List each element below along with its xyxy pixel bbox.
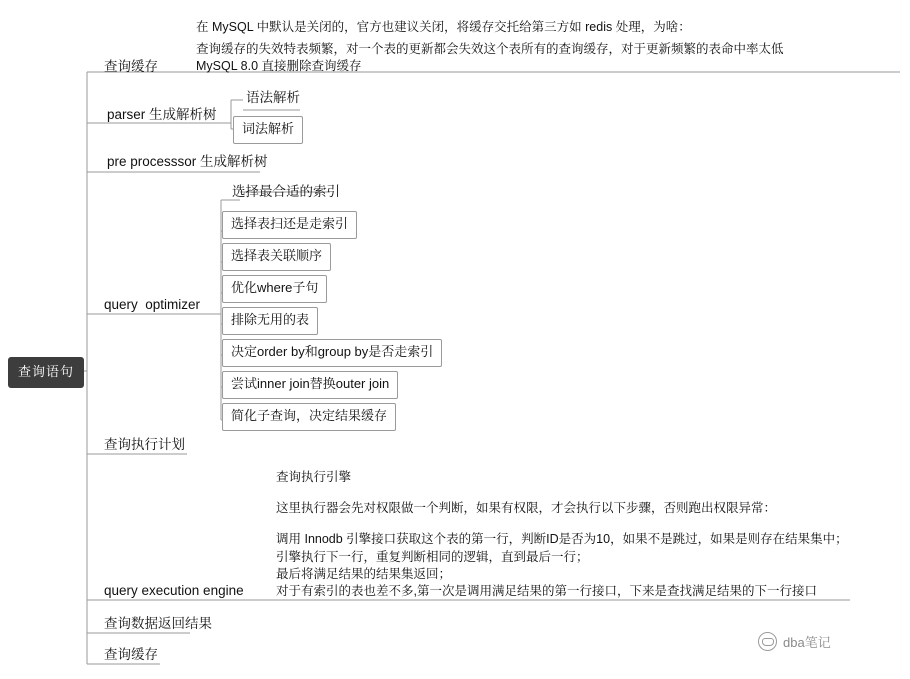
branch-label-query-execution-engine[interactable]: query execution engine bbox=[104, 583, 244, 598]
leaf-opt-order-group-index[interactable]: 决定order by和group by是否走索引 bbox=[222, 339, 442, 367]
branch-label-query-result-return[interactable]: 查询数据返回结果 bbox=[104, 616, 212, 631]
branch-label-query-optimizer[interactable]: query optimizer bbox=[104, 297, 201, 312]
leaf-opt-join-order[interactable]: 选择表关联顺序 bbox=[222, 243, 331, 271]
leaf-opt-remove-tables[interactable]: 排除无用的表 bbox=[222, 307, 318, 335]
leaf-lexical-parse[interactable]: 词法解析 bbox=[233, 116, 303, 144]
leaf-opt-scan-or-index[interactable]: 选择表扫还是走索引 bbox=[222, 211, 357, 239]
note-engine-line-1: 查询执行引擎 bbox=[276, 470, 352, 484]
watermark-text: dba笔记 bbox=[783, 635, 831, 650]
leaf-opt-inner-outer-join[interactable]: 尝试inner join替换outer join bbox=[222, 371, 398, 399]
branch-label-query-cache-top[interactable]: 查询缓存 bbox=[104, 59, 158, 74]
note-engine-line-7: 最后将满足结果的结果集返回； bbox=[276, 567, 452, 581]
leaf-opt-subquery-cache[interactable]: 简化子查询，决定结果缓存 bbox=[222, 403, 396, 431]
note-engine-line-6: 引擎执行下一行，重复判断相同的逻辑，直到最后一行； bbox=[276, 550, 589, 564]
leaf-opt-where-clause[interactable]: 优化where子句 bbox=[222, 275, 327, 303]
note-query-cache-line-2: 查询缓存的失效特表频繁，对一个表的更新都会失效这个表所有的查询缓存，对于更新频繁的表命中率太低 bbox=[196, 42, 784, 56]
note-engine-line-8: 对于有索引的表也差不多,第一次是调用满足结果的第一行接口，下来是查找满足结果的下一行接口 bbox=[276, 584, 817, 598]
root-node[interactable]: 查询语句 bbox=[8, 357, 84, 388]
branch-label-query-cache-bottom[interactable]: 查询缓存 bbox=[104, 647, 158, 662]
note-query-cache-line-3: MySQL 8.0 直接删除查询缓存 bbox=[196, 59, 362, 73]
branch-label-pre-processor[interactable]: pre processsor 生成解析树 bbox=[107, 154, 268, 169]
note-engine-line-3: 这里执行器会先对权限做一个判断，如果有权限，才会执行以下步骤，否则跑出权限异常： bbox=[276, 501, 777, 515]
wechat-icon bbox=[758, 632, 777, 651]
leaf-opt-choose-index[interactable]: 选择最合适的索引 bbox=[232, 184, 340, 199]
watermark bbox=[758, 632, 831, 651]
branch-label-parser[interactable]: parser 生成解析树 bbox=[107, 107, 217, 122]
note-query-cache-line-1: 在 MySQL 中默认是关闭的，官方也建议关闭，将缓存交托给第三方如 redis 处理，为啥： bbox=[196, 20, 691, 34]
branch-label-query-execution-plan[interactable]: 查询执行计划 bbox=[104, 437, 185, 452]
leaf-syntax-parse[interactable]: 语法解析 bbox=[246, 90, 300, 105]
note-engine-line-5: 调用 Innodb 引擎接口获取这个表的第一行，判断ID是否为10，如果不是跳过，如果是则存在结果集中； bbox=[276, 532, 848, 546]
